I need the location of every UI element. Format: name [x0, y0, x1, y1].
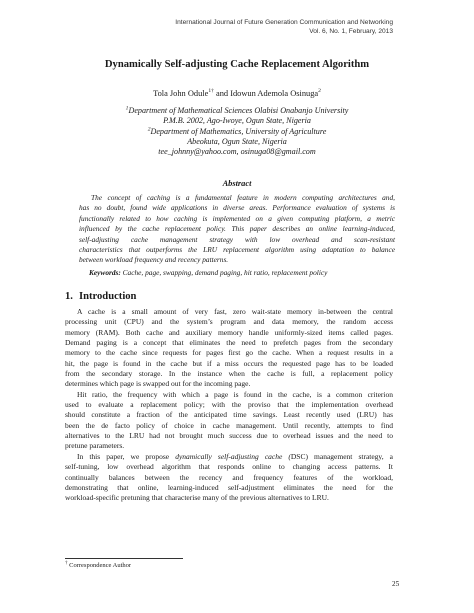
affiliations	[0, 106, 474, 157]
author-2-name: Idowun Ademola Osinuga	[230, 89, 319, 98]
body-line: processing unit (CPU) and the system’s program and data memory, the random access	[65, 317, 393, 327]
affiliation-line	[0, 106, 474, 116]
author-connector: and	[213, 89, 231, 98]
section-title: Introduction	[78, 291, 137, 302]
body-line: alternatives to the LRU had not brought much success due to overhead issues and the need to	[65, 431, 393, 441]
body-text-run: DSC) management strategy, a	[290, 451, 393, 461]
footnote-divider	[65, 558, 183, 559]
author-1-superscript: 1†	[208, 88, 214, 95]
footnote	[65, 562, 131, 569]
affiliation-line	[0, 137, 474, 147]
body-line: been the de facto policy of choice in cache management. Until recently, attempts to find	[65, 420, 393, 430]
body-line: A cache is a small amount of very fast, zero wait-state memory in-between the central	[77, 307, 393, 316]
body-line: Demand paging is a concept that eliminates the need to prefetch pages from the secondary	[65, 338, 393, 348]
affiliation-text: Abeokuta, Ogun State, Nigeria	[187, 136, 287, 146]
body-emphasis: dynamically self-adjusting cache (	[175, 451, 291, 461]
affiliation-line	[0, 127, 474, 137]
abstract-line: between workload frequency and recency patterns.	[79, 255, 229, 265]
body-line: continually balances between the recency and frequency features of the workload,	[65, 472, 393, 482]
email-text: tee_johnny@yahoo.com, osinuga08@gmail.com	[158, 147, 316, 157]
section-number: 1.	[65, 291, 73, 302]
body-line: memory to the cache since requests for pages first go the cache. When a request results in a	[65, 348, 393, 358]
affiliation-text: Department of Mathematical Sciences Olabisi Onabanjo University	[128, 106, 349, 115]
body-line: should constitute a fraction of the anticipated time savings. Least recently used (LRU) has	[65, 410, 393, 420]
journal-issue: Vol. 6, No. 1, February, 2013	[309, 27, 393, 35]
footnote-text: Correspondence Author	[67, 562, 132, 569]
body-line: self-tuning, low overhead algorithm that responds online to changing access patterns. It	[65, 462, 393, 472]
body-line: memory (RAM). Both cache and auxiliary memory handle uniformly-sized items called pages.	[65, 327, 393, 337]
body-line: demonstrating that online, learning-induced self-adjustment eliminates the need for the	[65, 482, 393, 492]
abstract-heading: Abstract	[222, 179, 252, 188]
author-line	[0, 89, 474, 98]
body-line: from the secondary storage. In the instance when the cache is full, a replacement policy	[65, 369, 393, 379]
paper-title: Dynamically Self-adjusting Cache Replacement Algorithm	[104, 59, 370, 70]
abstract-line: has no doubt, found wide applications in diverse areas. Performance evaluation of systems is	[79, 203, 395, 213]
body-line: determines which page is swapped out for the incoming page.	[65, 379, 251, 389]
body-line: workload-specific pretuning that characterise many of the previous alternatives to LRU.	[65, 493, 329, 503]
abstract-line: The concept of caching is a fundamental feature in modern computing architectures and,	[91, 193, 395, 202]
author-2-superscript: 2	[318, 88, 321, 95]
keywords	[79, 268, 395, 277]
body-line: pretune parameters.	[65, 441, 125, 451]
affiliation-superscript: 2	[147, 125, 151, 132]
keywords-label: Keywords:	[89, 268, 121, 277]
abstract-line: functionally related to how caching is implemented on a given computing platform, a metric	[79, 213, 395, 223]
section-heading	[65, 291, 136, 302]
abstract-body	[79, 193, 395, 266]
affiliation-superscript: 1	[125, 105, 129, 112]
body-line: used to evaluate a replacement policy; with the proviso that the implementation overhead	[65, 400, 393, 410]
body-line	[65, 452, 393, 462]
running-header	[93, 19, 393, 36]
footnote-marker: †	[65, 560, 68, 566]
page-number: 25	[392, 580, 400, 588]
body-text-run: In this paper, we propose	[77, 451, 176, 461]
keywords-text: Cache, page, swapping, demand paging, hit ratio, replacement policy	[120, 268, 328, 277]
affiliation-line	[0, 116, 474, 126]
introduction-body	[65, 307, 393, 504]
author-emails	[0, 147, 474, 157]
abstract-line: influenced by the cache replacement policy. This paper describes an online learning-induced,	[79, 224, 395, 234]
affiliation-text: P.M.B. 2002, Ago-Iwoye, Ogun State, Nigeria	[163, 116, 311, 126]
affiliation-text: Department of Mathematics, University of Agriculture	[150, 126, 327, 136]
abstract-line: self-adjusting cache management strategy with low overhead and scan-resistant	[79, 234, 395, 244]
journal-name: International Journal of Future Generation Communication and Networking	[175, 19, 393, 26]
body-line: Hit ratio, the frequency with which a page is found in the cache, is a common criterion	[77, 389, 393, 399]
body-line: hit, the page is found in the cache but if a miss occurs the requested page has to be loaded	[65, 358, 393, 368]
abstract-line: characteristics that outperforms the LRU replacement algorithm using adaptation to balance	[79, 245, 395, 255]
author-1-name: Tola John Odule	[153, 89, 209, 98]
